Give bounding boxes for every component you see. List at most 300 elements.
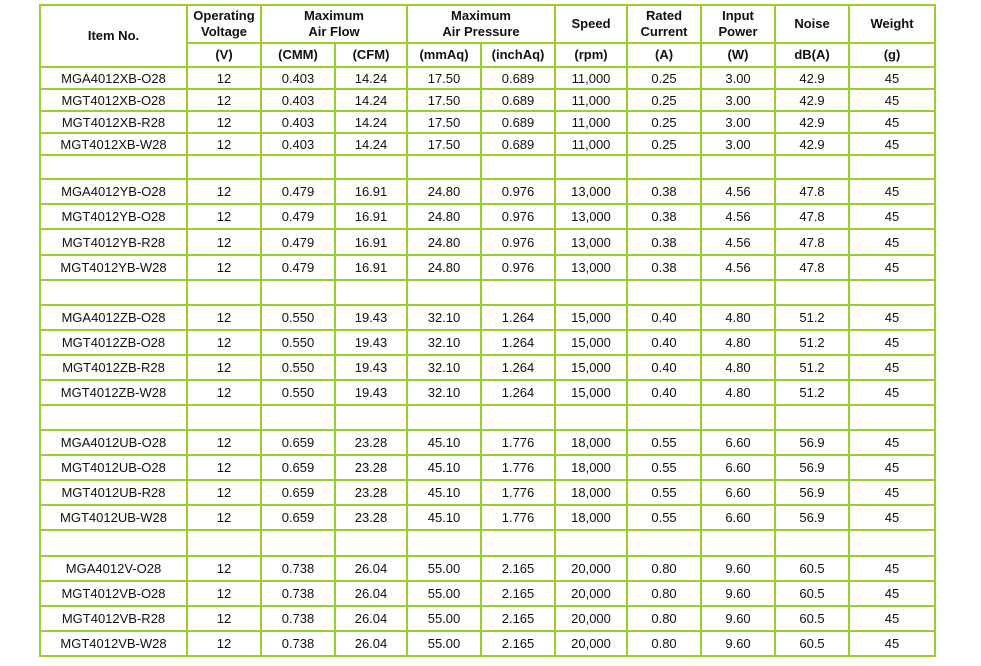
value-cell: 6.60 <box>701 505 775 530</box>
item-no-cell: MGT4012YB-O28 <box>40 204 187 229</box>
value-cell: 19.43 <box>335 355 407 380</box>
item-no-cell: MGT4012UB-W28 <box>40 505 187 530</box>
value-cell: 12 <box>187 380 261 405</box>
value-cell: 1.776 <box>481 455 555 480</box>
value-cell: 47.8 <box>775 255 849 280</box>
value-cell: 56.9 <box>775 480 849 505</box>
empty-cell <box>187 530 261 555</box>
item-no-cell: MGT4012YB-W28 <box>40 255 187 280</box>
unit-cell: (mmAq) <box>407 43 481 67</box>
empty-cell <box>775 155 849 179</box>
value-cell: 12 <box>187 631 261 656</box>
empty-cell <box>849 280 935 305</box>
value-cell: 15,000 <box>555 330 627 355</box>
value-cell: 0.40 <box>627 380 701 405</box>
value-cell: 14.24 <box>335 133 407 155</box>
value-cell: 0.738 <box>261 556 335 581</box>
value-cell: 1.264 <box>481 330 555 355</box>
value-cell: 45 <box>849 480 935 505</box>
value-cell: 0.689 <box>481 133 555 155</box>
value-cell: 60.5 <box>775 631 849 656</box>
value-cell: 45 <box>849 179 935 204</box>
empty-cell <box>627 280 701 305</box>
value-cell: 15,000 <box>555 355 627 380</box>
value-cell: 17.50 <box>407 133 481 155</box>
value-cell: 12 <box>187 204 261 229</box>
value-cell: 45 <box>849 111 935 133</box>
value-cell: 0.25 <box>627 67 701 89</box>
value-cell: 0.976 <box>481 255 555 280</box>
value-cell: 60.5 <box>775 556 849 581</box>
value-cell: 42.9 <box>775 111 849 133</box>
value-cell: 0.55 <box>627 430 701 455</box>
value-cell: 18,000 <box>555 480 627 505</box>
value-cell: 14.24 <box>335 111 407 133</box>
table-row <box>40 204 935 229</box>
table-row <box>40 556 935 581</box>
table-row <box>40 606 935 631</box>
item-no-cell: MGA4012UB-O28 <box>40 430 187 455</box>
value-cell: 0.976 <box>481 179 555 204</box>
value-cell: 2.165 <box>481 581 555 606</box>
value-cell: 0.976 <box>481 204 555 229</box>
value-cell: 4.56 <box>701 204 775 229</box>
empty-cell <box>775 405 849 430</box>
empty-cell <box>335 280 407 305</box>
value-cell: 45 <box>849 204 935 229</box>
value-cell: 17.50 <box>407 111 481 133</box>
value-cell: 4.56 <box>701 229 775 254</box>
empty-cell <box>627 530 701 555</box>
value-cell: 24.80 <box>407 204 481 229</box>
value-cell: 13,000 <box>555 204 627 229</box>
value-cell: 13,000 <box>555 179 627 204</box>
value-cell: 13,000 <box>555 255 627 280</box>
empty-cell <box>701 280 775 305</box>
value-cell: 1.776 <box>481 480 555 505</box>
value-cell: 45.10 <box>407 430 481 455</box>
value-cell: 60.5 <box>775 581 849 606</box>
value-cell: 16.91 <box>335 204 407 229</box>
value-cell: 3.00 <box>701 133 775 155</box>
item-no-cell: MGT4012ZB-O28 <box>40 330 187 355</box>
table-row <box>40 581 935 606</box>
value-cell: 24.80 <box>407 229 481 254</box>
table-row <box>40 133 935 155</box>
value-cell: 16.91 <box>335 229 407 254</box>
header-weight: Weight <box>849 5 935 43</box>
item-no-cell: MGT4012YB-R28 <box>40 229 187 254</box>
empty-cell <box>407 155 481 179</box>
empty-cell <box>849 530 935 555</box>
value-cell: 13,000 <box>555 229 627 254</box>
table-row <box>40 430 935 455</box>
value-cell: 45 <box>849 330 935 355</box>
table-row <box>40 631 935 656</box>
value-cell: 23.28 <box>335 430 407 455</box>
value-cell: 45.10 <box>407 455 481 480</box>
empty-cell <box>555 530 627 555</box>
empty-cell <box>187 155 261 179</box>
value-cell: 1.264 <box>481 380 555 405</box>
value-cell: 32.10 <box>407 355 481 380</box>
value-cell: 18,000 <box>555 505 627 530</box>
header-input-power: Input Power <box>701 5 775 43</box>
value-cell: 0.25 <box>627 111 701 133</box>
value-cell: 32.10 <box>407 305 481 330</box>
unit-cell: (CFM) <box>335 43 407 67</box>
value-cell: 11,000 <box>555 89 627 111</box>
value-cell: 0.550 <box>261 305 335 330</box>
value-cell: 12 <box>187 330 261 355</box>
empty-cell <box>40 405 187 430</box>
value-cell: 23.28 <box>335 455 407 480</box>
value-cell: 45.10 <box>407 505 481 530</box>
table-row <box>40 179 935 204</box>
item-no-cell: MGA4012V-O28 <box>40 556 187 581</box>
header-max-air-pressure: Maximum Air Pressure <box>407 5 555 43</box>
value-cell: 0.40 <box>627 305 701 330</box>
value-cell: 12 <box>187 305 261 330</box>
value-cell: 20,000 <box>555 631 627 656</box>
value-cell: 14.24 <box>335 89 407 111</box>
value-cell: 0.38 <box>627 204 701 229</box>
table-row <box>40 380 935 405</box>
value-cell: 0.738 <box>261 581 335 606</box>
value-cell: 12 <box>187 480 261 505</box>
unit-cell: (W) <box>701 43 775 67</box>
item-no-cell: MGT4012XB-W28 <box>40 133 187 155</box>
value-cell: 4.80 <box>701 305 775 330</box>
value-cell: 26.04 <box>335 631 407 656</box>
value-cell: 0.479 <box>261 179 335 204</box>
value-cell: 0.38 <box>627 179 701 204</box>
table-row <box>40 355 935 380</box>
value-cell: 19.43 <box>335 330 407 355</box>
value-cell: 42.9 <box>775 89 849 111</box>
value-cell: 56.9 <box>775 505 849 530</box>
value-cell: 0.689 <box>481 67 555 89</box>
value-cell: 6.60 <box>701 455 775 480</box>
value-cell: 1.776 <box>481 430 555 455</box>
fan-spec-table <box>39 4 936 657</box>
item-no-cell: MGA4012YB-O28 <box>40 179 187 204</box>
value-cell: 0.38 <box>627 255 701 280</box>
empty-cell <box>335 530 407 555</box>
value-cell: 20,000 <box>555 556 627 581</box>
value-cell: 45 <box>849 67 935 89</box>
empty-cell <box>481 530 555 555</box>
spacer-row <box>40 280 935 305</box>
value-cell: 12 <box>187 455 261 480</box>
value-cell: 0.80 <box>627 606 701 631</box>
value-cell: 56.9 <box>775 430 849 455</box>
empty-cell <box>849 405 935 430</box>
value-cell: 0.550 <box>261 330 335 355</box>
value-cell: 32.10 <box>407 330 481 355</box>
value-cell: 9.60 <box>701 631 775 656</box>
value-cell: 12 <box>187 430 261 455</box>
value-cell: 45 <box>849 556 935 581</box>
empty-cell <box>701 405 775 430</box>
value-cell: 0.479 <box>261 255 335 280</box>
value-cell: 1.264 <box>481 305 555 330</box>
value-cell: 19.43 <box>335 305 407 330</box>
empty-cell <box>335 155 407 179</box>
empty-cell <box>701 530 775 555</box>
value-cell: 0.403 <box>261 133 335 155</box>
value-cell: 12 <box>187 111 261 133</box>
value-cell: 51.2 <box>775 330 849 355</box>
empty-cell <box>555 405 627 430</box>
value-cell: 4.56 <box>701 255 775 280</box>
value-cell: 12 <box>187 229 261 254</box>
value-cell: 45 <box>849 505 935 530</box>
value-cell: 0.659 <box>261 480 335 505</box>
header-speed: Speed <box>555 5 627 43</box>
table-row <box>40 505 935 530</box>
value-cell: 12 <box>187 89 261 111</box>
value-cell: 0.55 <box>627 455 701 480</box>
value-cell: 0.550 <box>261 355 335 380</box>
value-cell: 11,000 <box>555 111 627 133</box>
value-cell: 45 <box>849 581 935 606</box>
value-cell: 9.60 <box>701 606 775 631</box>
value-cell: 0.40 <box>627 330 701 355</box>
value-cell: 12 <box>187 255 261 280</box>
value-cell: 9.60 <box>701 556 775 581</box>
value-cell: 1.264 <box>481 355 555 380</box>
value-cell: 11,000 <box>555 133 627 155</box>
empty-cell <box>40 280 187 305</box>
value-cell: 4.56 <box>701 179 775 204</box>
value-cell: 56.9 <box>775 455 849 480</box>
spacer-row <box>40 405 935 430</box>
empty-cell <box>407 405 481 430</box>
value-cell: 15,000 <box>555 380 627 405</box>
value-cell: 0.976 <box>481 229 555 254</box>
empty-cell <box>555 155 627 179</box>
value-cell: 0.403 <box>261 89 335 111</box>
value-cell: 0.479 <box>261 204 335 229</box>
unit-cell: (g) <box>849 43 935 67</box>
unit-cell: (CMM) <box>261 43 335 67</box>
value-cell: 0.25 <box>627 133 701 155</box>
value-cell: 47.8 <box>775 229 849 254</box>
value-cell: 3.00 <box>701 111 775 133</box>
value-cell: 55.00 <box>407 631 481 656</box>
value-cell: 47.8 <box>775 179 849 204</box>
value-cell: 0.550 <box>261 380 335 405</box>
item-no-cell: MGT4012UB-O28 <box>40 455 187 480</box>
value-cell: 16.91 <box>335 255 407 280</box>
spacer-row <box>40 155 935 179</box>
value-cell: 32.10 <box>407 380 481 405</box>
table-row <box>40 455 935 480</box>
value-cell: 17.50 <box>407 89 481 111</box>
unit-cell: dB(A) <box>775 43 849 67</box>
table-row <box>40 255 935 280</box>
value-cell: 0.738 <box>261 606 335 631</box>
value-cell: 0.738 <box>261 631 335 656</box>
header-operating-voltage: Operating Voltage <box>187 5 261 43</box>
value-cell: 51.2 <box>775 305 849 330</box>
value-cell: 0.80 <box>627 631 701 656</box>
value-cell: 11,000 <box>555 67 627 89</box>
value-cell: 45 <box>849 255 935 280</box>
value-cell: 55.00 <box>407 556 481 581</box>
empty-cell <box>261 530 335 555</box>
value-cell: 2.165 <box>481 556 555 581</box>
value-cell: 55.00 <box>407 581 481 606</box>
table-row <box>40 330 935 355</box>
header-row <box>40 5 935 43</box>
value-cell: 23.28 <box>335 480 407 505</box>
empty-cell <box>627 155 701 179</box>
value-cell: 0.403 <box>261 111 335 133</box>
value-cell: 26.04 <box>335 581 407 606</box>
value-cell: 2.165 <box>481 631 555 656</box>
table-row <box>40 229 935 254</box>
value-cell: 0.55 <box>627 480 701 505</box>
item-no-cell: MGA4012XB-O28 <box>40 67 187 89</box>
value-cell: 20,000 <box>555 581 627 606</box>
value-cell: 17.50 <box>407 67 481 89</box>
empty-cell <box>849 155 935 179</box>
empty-cell <box>261 405 335 430</box>
item-no-cell: MGT4012UB-R28 <box>40 480 187 505</box>
value-cell: 0.689 <box>481 89 555 111</box>
value-cell: 45 <box>849 305 935 330</box>
header-item-no: Item No. <box>40 5 187 67</box>
value-cell: 24.80 <box>407 255 481 280</box>
value-cell: 23.28 <box>335 505 407 530</box>
value-cell: 19.43 <box>335 380 407 405</box>
value-cell: 0.659 <box>261 430 335 455</box>
value-cell: 3.00 <box>701 89 775 111</box>
value-cell: 45 <box>849 133 935 155</box>
value-cell: 12 <box>187 67 261 89</box>
empty-cell <box>627 405 701 430</box>
empty-cell <box>261 155 335 179</box>
value-cell: 55.00 <box>407 606 481 631</box>
value-cell: 45 <box>849 89 935 111</box>
value-cell: 9.60 <box>701 581 775 606</box>
item-no-cell: MGT4012VB-O28 <box>40 581 187 606</box>
value-cell: 0.689 <box>481 111 555 133</box>
empty-cell <box>701 155 775 179</box>
value-cell: 4.80 <box>701 330 775 355</box>
table-row <box>40 89 935 111</box>
empty-cell <box>335 405 407 430</box>
value-cell: 18,000 <box>555 430 627 455</box>
value-cell: 12 <box>187 556 261 581</box>
value-cell: 12 <box>187 179 261 204</box>
value-cell: 51.2 <box>775 355 849 380</box>
value-cell: 45.10 <box>407 480 481 505</box>
value-cell: 0.659 <box>261 455 335 480</box>
value-cell: 24.80 <box>407 179 481 204</box>
value-cell: 2.165 <box>481 606 555 631</box>
value-cell: 0.80 <box>627 581 701 606</box>
value-cell: 45 <box>849 430 935 455</box>
table-row <box>40 480 935 505</box>
empty-cell <box>40 155 187 179</box>
value-cell: 12 <box>187 581 261 606</box>
item-no-cell: MGT4012ZB-W28 <box>40 380 187 405</box>
value-cell: 20,000 <box>555 606 627 631</box>
empty-cell <box>481 405 555 430</box>
value-cell: 45 <box>849 606 935 631</box>
table-row <box>40 305 935 330</box>
item-no-cell: MGT4012VB-R28 <box>40 606 187 631</box>
value-cell: 0.80 <box>627 556 701 581</box>
value-cell: 0.659 <box>261 505 335 530</box>
item-no-cell: MGT4012XB-O28 <box>40 89 187 111</box>
unit-cell: (V) <box>187 43 261 67</box>
value-cell: 42.9 <box>775 67 849 89</box>
unit-cell: (rpm) <box>555 43 627 67</box>
empty-cell <box>775 280 849 305</box>
value-cell: 60.5 <box>775 606 849 631</box>
table-row <box>40 111 935 133</box>
header-max-air-flow: Maximum Air Flow <box>261 5 407 43</box>
table-row <box>40 67 935 89</box>
empty-cell <box>481 280 555 305</box>
item-no-cell: MGA4012ZB-O28 <box>40 305 187 330</box>
value-cell: 45 <box>849 631 935 656</box>
value-cell: 51.2 <box>775 380 849 405</box>
empty-cell <box>407 530 481 555</box>
value-cell: 1.776 <box>481 505 555 530</box>
item-no-cell: MGT4012VB-W28 <box>40 631 187 656</box>
value-cell: 12 <box>187 505 261 530</box>
value-cell: 45 <box>849 455 935 480</box>
value-cell: 47.8 <box>775 204 849 229</box>
header-rated-current: Rated Current <box>627 5 701 43</box>
value-cell: 0.25 <box>627 89 701 111</box>
value-cell: 16.91 <box>335 179 407 204</box>
table-body <box>40 67 935 656</box>
value-cell: 4.80 <box>701 355 775 380</box>
value-cell: 0.38 <box>627 229 701 254</box>
empty-cell <box>481 155 555 179</box>
header-noise: Noise <box>775 5 849 43</box>
value-cell: 45 <box>849 355 935 380</box>
spacer-row <box>40 530 935 555</box>
empty-cell <box>187 405 261 430</box>
value-cell: 0.479 <box>261 229 335 254</box>
item-no-cell: MGT4012ZB-R28 <box>40 355 187 380</box>
empty-cell <box>775 530 849 555</box>
value-cell: 26.04 <box>335 606 407 631</box>
value-cell: 6.60 <box>701 480 775 505</box>
item-no-cell: MGT4012XB-R28 <box>40 111 187 133</box>
empty-cell <box>40 530 187 555</box>
value-cell: 18,000 <box>555 455 627 480</box>
value-cell: 45 <box>849 380 935 405</box>
value-cell: 12 <box>187 606 261 631</box>
value-cell: 12 <box>187 355 261 380</box>
unit-cell: (inchAq) <box>481 43 555 67</box>
unit-cell: (A) <box>627 43 701 67</box>
value-cell: 15,000 <box>555 305 627 330</box>
value-cell: 6.60 <box>701 430 775 455</box>
value-cell: 42.9 <box>775 133 849 155</box>
value-cell: 26.04 <box>335 556 407 581</box>
value-cell: 0.55 <box>627 505 701 530</box>
value-cell: 14.24 <box>335 67 407 89</box>
